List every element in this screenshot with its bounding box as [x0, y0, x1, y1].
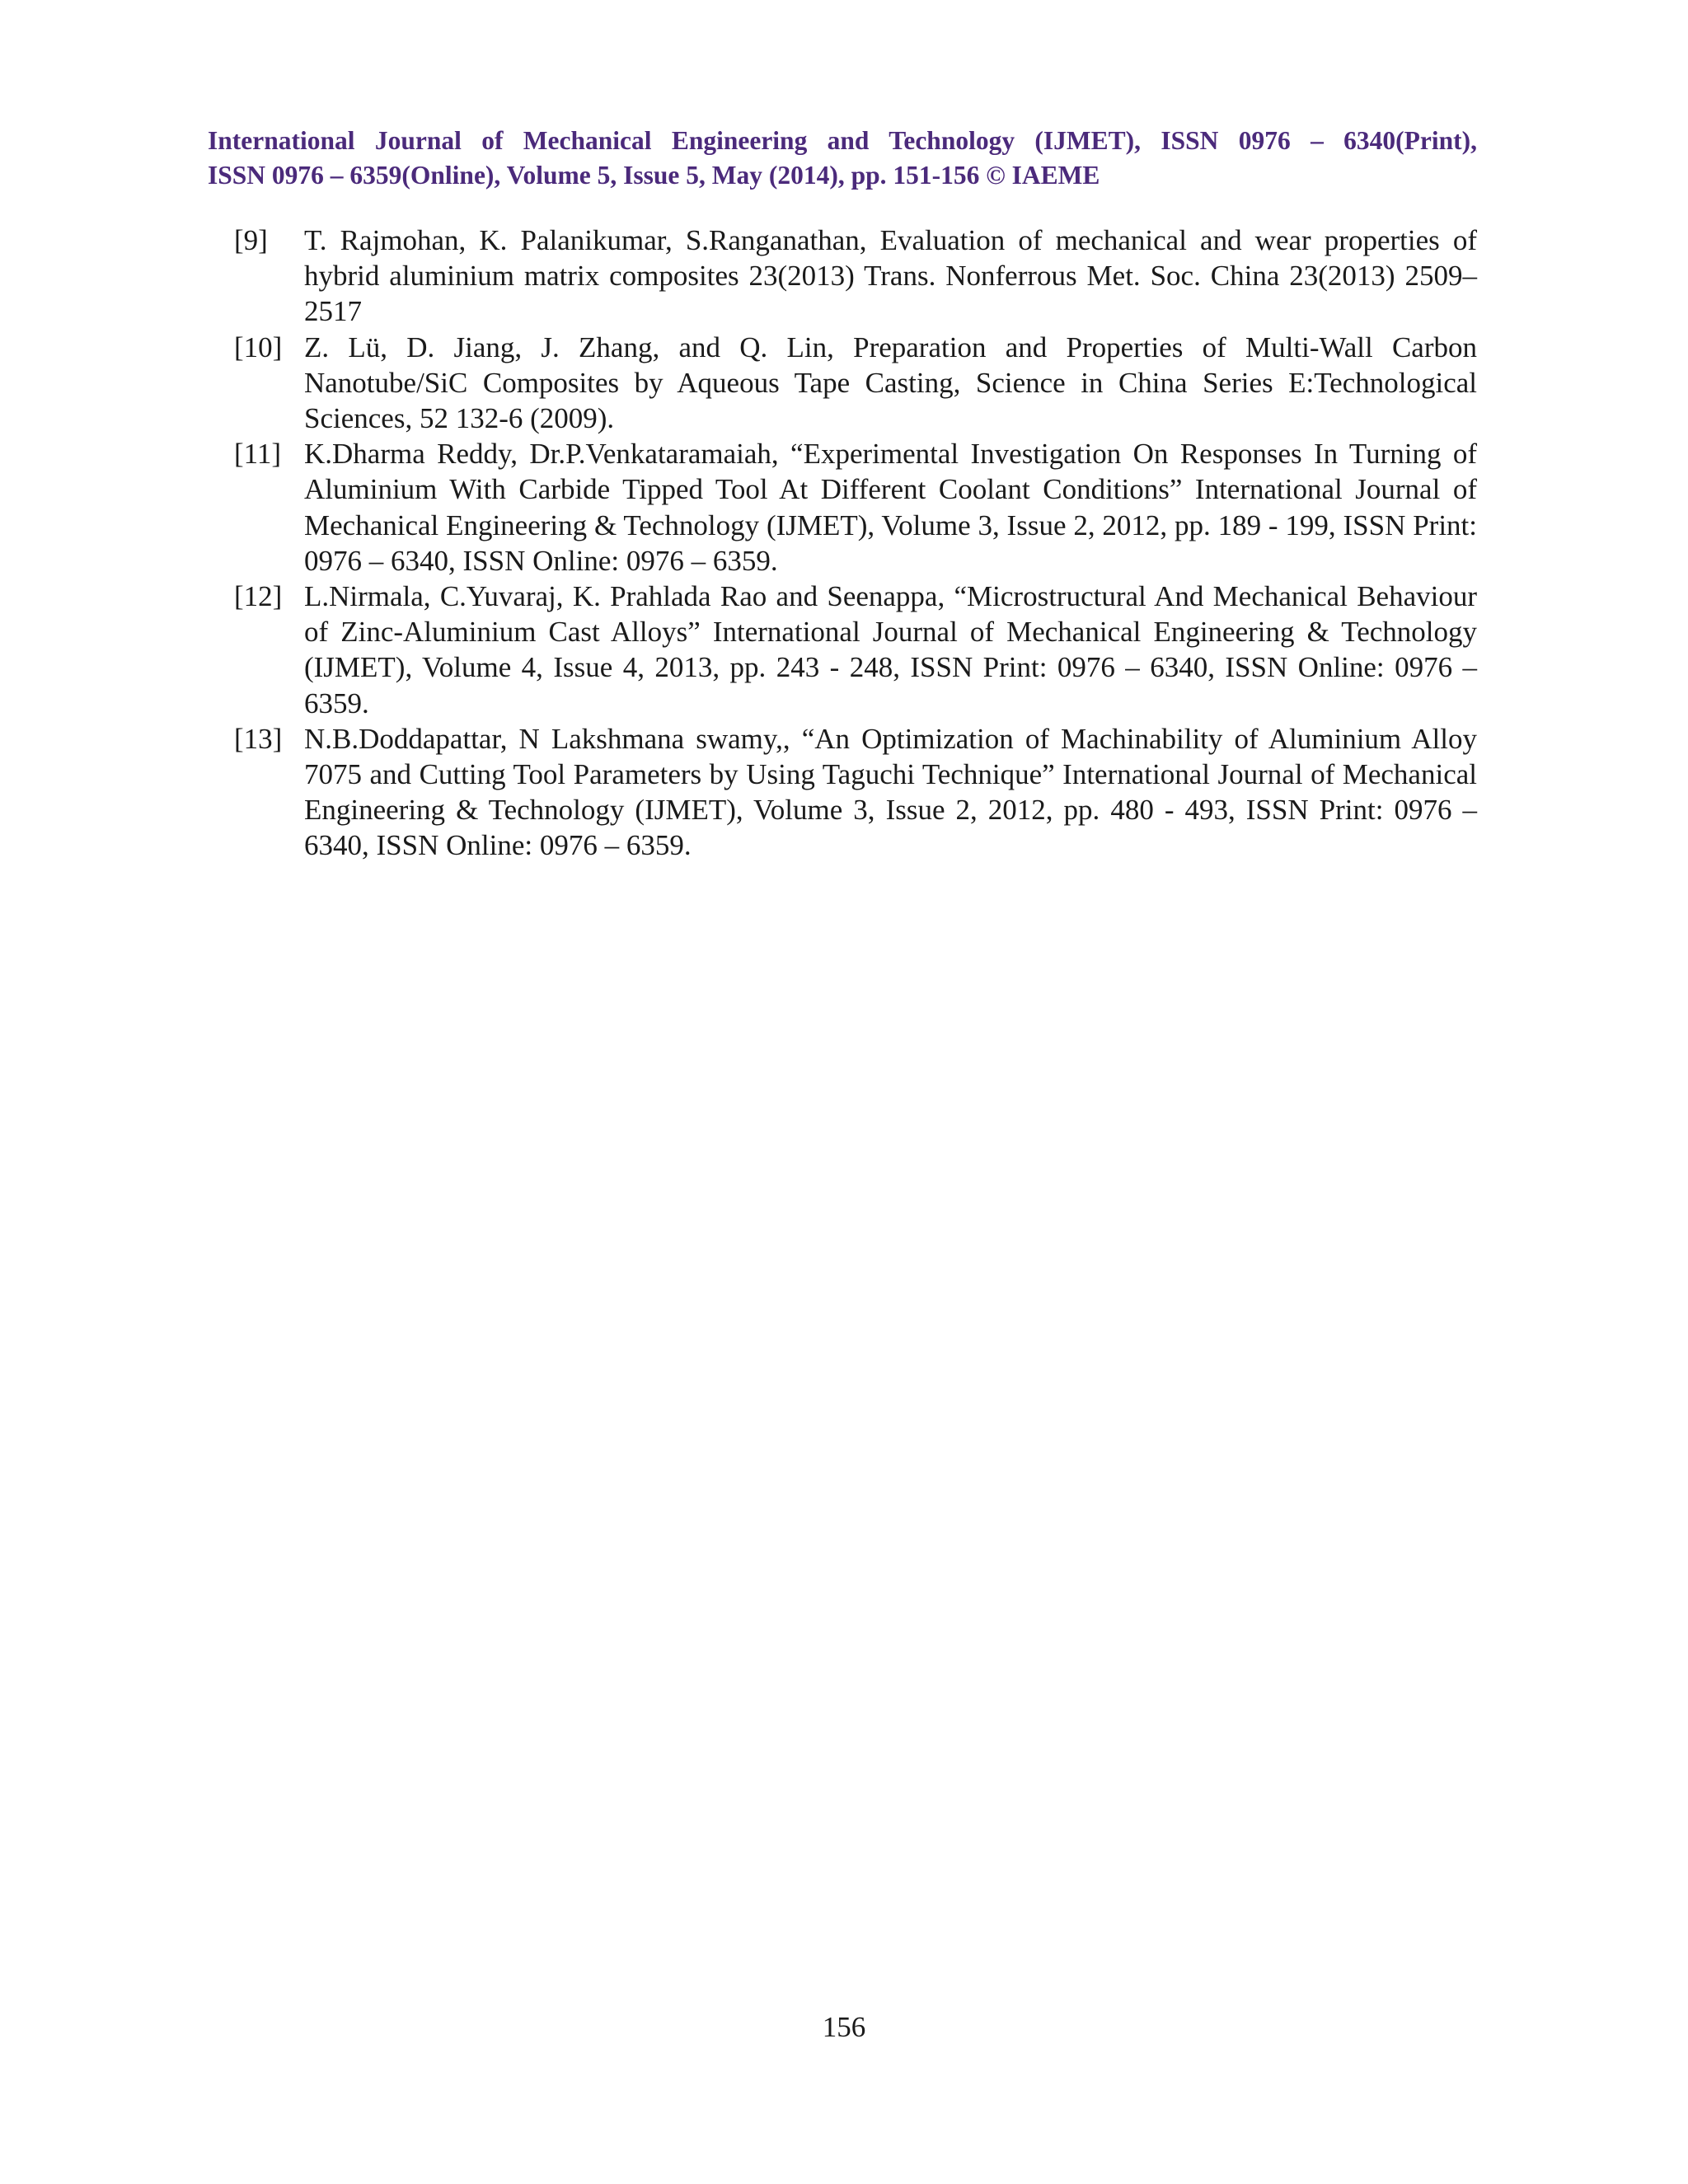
- reference-number: [10]: [234, 330, 283, 363]
- reference-list: [234, 223, 1477, 864]
- reference-text: K.Dharma Reddy, Dr.P.Venkataramaiah, “Experimental Investigation On Responses In Turning of Aluminium With Carbide Tipped Tool At Different Coolant Conditions” International Journal of Mechanical Engineering & Technology (IJMET), Volume 3, Issue 2, 2012, pp. 189 - 199, ISSN Print: 0976 – 6340, ISSN Online: 0976 – 6359.: [304, 438, 1477, 577]
- reference-number: [9]: [234, 224, 268, 256]
- reference-text: N.B.Doddapattar, N Lakshmana swamy,, “An Optimization of Machinability of Aluminium Alloy 7075 and Cutting Tool Parameters by Using Taguchi Technique” International Journal of Mechanical Engineering & Technology (IJMET), Volume 3, Issue 2, 2012, pp. 480 - 493, ISSN Print: 0976 – 6340, ISSN Online: 0976 – 6359.: [304, 722, 1477, 862]
- reference-number: [13]: [234, 722, 283, 755]
- reference-item: [234, 223, 1477, 330]
- reference-item: [234, 436, 1477, 579]
- reference-text: L.Nirmala, C.Yuvaraj, K. Prahlada Rao and Seenappa, “Microstructural And Mechanical Behaviour of Zinc-Aluminium Cast Alloys” International Journal of Mechanical Engineering & Technology (IJMET), Volume 4, Issue 4, 2013, pp. 243 - 248, ISSN Print: 0976 – 6340, ISSN Online: 0976 – 6359.: [304, 580, 1477, 719]
- reference-number: [11]: [234, 438, 282, 471]
- reference-text: Z. Lü, D. Jiang, J. Zhang, and Q. Lin, Preparation and Properties of Multi-Wall Carbon Nanotube/SiC Composites by Aqueous Tape Casting, Science in China Series E:Technological Sciences, 52 132-6 (2009).: [304, 330, 1477, 435]
- running-header-line-2: ISSN 0976 – 6359(Online), Volume 5, Issue 5, May (2014), pp. 151-156 © IAEME: [208, 161, 1100, 190]
- page-number: 156: [822, 2011, 866, 2043]
- reference-text: T. Rajmohan, K. Palanikumar, S.Ranganathan, Evaluation of mechanical and wear properties of hybrid aluminium matrix composites 23(2013) Trans. Nonferrous Met. Soc. China 23(2013) 2509–2517: [304, 224, 1477, 328]
- running-header-line-1: International Journal of Mechanical Engineering and Technology (IJMET), ISSN 0976 – 6340(Print),: [208, 126, 1477, 155]
- reference-item: [234, 579, 1477, 721]
- reference-item: [234, 330, 1477, 437]
- reference-number: [12]: [234, 580, 283, 613]
- running-header: [208, 124, 1477, 193]
- reference-item: [234, 721, 1477, 864]
